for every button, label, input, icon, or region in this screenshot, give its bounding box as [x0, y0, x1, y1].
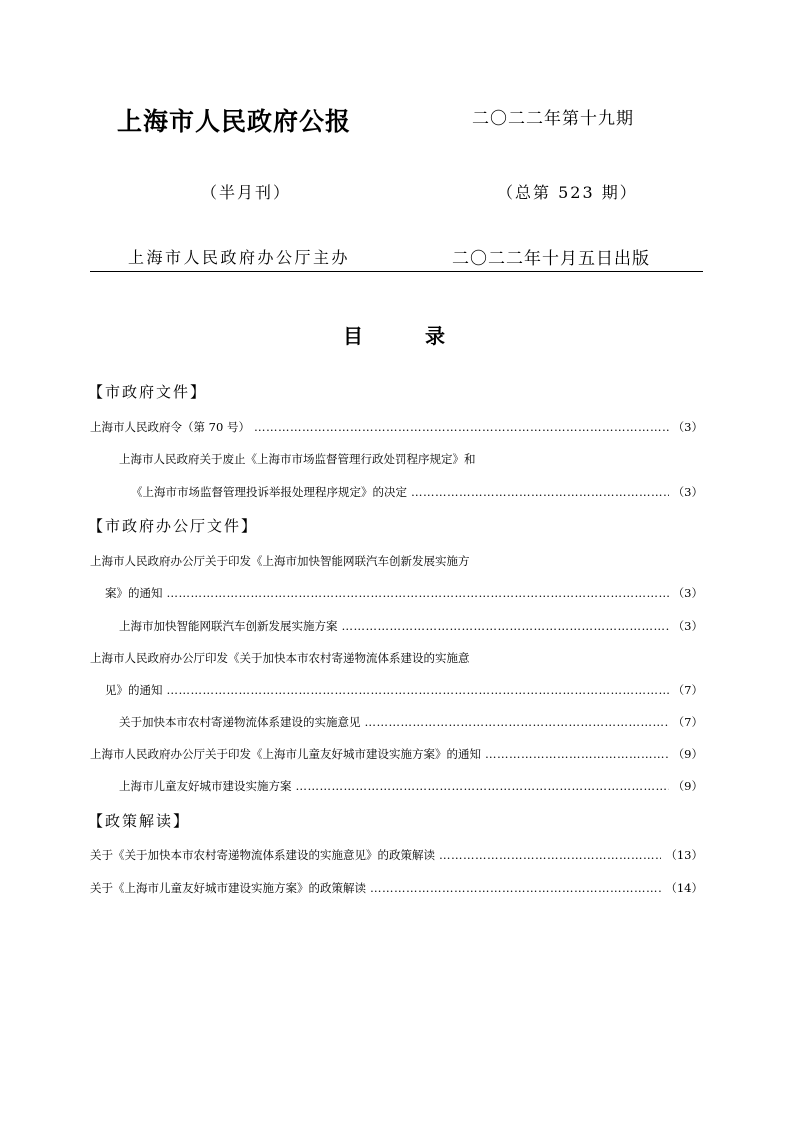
- toc-leader-dots: [342, 619, 669, 633]
- toc-leader-dots: [167, 683, 669, 697]
- toc-leader-dots: [370, 881, 661, 895]
- toc-entry[interactable]: [119, 714, 703, 730]
- toc-entry[interactable]: [119, 618, 703, 634]
- toc-entry-title-line1[interactable]: 上海市人民政府办公厅关于印发《上海市加快智能网联汽车创新发展实施方: [90, 554, 470, 568]
- toc-entry-title-line2: 见》的通知: [105, 683, 163, 697]
- toc-entry-page: （9）: [672, 779, 703, 793]
- publish-date: 二〇二二年十月五日出版: [452, 249, 650, 269]
- toc-entry-page: （7）: [672, 683, 703, 697]
- toc-entry-page: （3）: [672, 619, 703, 633]
- toc-entry-title: 上海市儿童友好城市建设实施方案: [119, 779, 292, 793]
- toc-leader-dots: [167, 586, 669, 600]
- toc-leader-dots: [485, 747, 669, 761]
- toc-entry-title: 上海市人民政府令（第 70 号）: [90, 420, 250, 434]
- toc-entry-page: （13）: [665, 848, 703, 862]
- toc-entry-title-line2: 《上海市市场监督管理投诉举报处理程序规定》的决定: [131, 485, 407, 499]
- toc-title-part2: 录: [425, 324, 445, 348]
- toc-entry[interactable]: [90, 847, 703, 863]
- toc-entry-page: （9）: [672, 747, 703, 761]
- toc-entry-page: （3）: [672, 586, 703, 600]
- toc-entry-title: 上海市加快智能网联汽车创新发展实施方案: [119, 619, 338, 633]
- serial-issue-number: （总第 523 期）: [497, 183, 638, 202]
- issue-number: 二〇二二年第十九期: [472, 109, 634, 129]
- publication-frequency: （半月刊）: [201, 183, 292, 202]
- publication-title: 上海市人民政府公报: [117, 107, 352, 136]
- toc-leader-dots: [365, 715, 669, 729]
- toc-entry-page: （3）: [672, 420, 703, 434]
- toc-entry-title: 关于加快本市农村寄递物流体系建设的实施意见: [119, 715, 361, 729]
- sponsor: 上海市人民政府办公厅主办: [128, 248, 351, 267]
- toc-entry-page: （7）: [672, 715, 703, 729]
- toc-leader-dots: [439, 848, 661, 862]
- toc-entry[interactable]: [131, 484, 703, 500]
- toc-section-heading: 【政策解读】: [88, 812, 191, 830]
- toc-entry-title: 上海市人民政府办公厅关于印发《上海市儿童友好城市建设实施方案》的通知: [90, 747, 481, 761]
- toc-leader-dots: [296, 779, 669, 793]
- toc-section-heading: 【市政府办公厅文件】: [88, 517, 259, 535]
- toc-entry-page: （14）: [665, 881, 703, 895]
- toc-section-heading: 【市政府文件】: [88, 383, 208, 401]
- toc-entry-title: 关于《关于加快本市农村寄递物流体系建设的实施意见》的政策解读: [90, 848, 435, 862]
- toc-entry[interactable]: [105, 585, 703, 601]
- header-divider: [90, 271, 703, 272]
- toc-leader-dots: [411, 485, 669, 499]
- toc-entry[interactable]: [119, 778, 703, 794]
- toc-title-part1: 目: [343, 324, 363, 348]
- toc-entry-title-line2: 案》的通知: [105, 586, 163, 600]
- toc-entry[interactable]: [90, 746, 703, 762]
- toc-leader-dots: [254, 420, 669, 434]
- toc-entry-title-line1[interactable]: 上海市人民政府关于废止《上海市市场监督管理行政处罚程序规定》和: [119, 452, 476, 466]
- toc-entry-page: （3）: [672, 485, 703, 499]
- toc-title: [343, 320, 445, 349]
- toc-entry[interactable]: [105, 682, 703, 698]
- toc-entry-title-line1[interactable]: 上海市人民政府办公厅印发《关于加快本市农村寄递物流体系建设的实施意: [90, 651, 470, 665]
- toc-entry-title: 关于《上海市儿童友好城市建设实施方案》的政策解读: [90, 881, 366, 895]
- toc-entry[interactable]: [90, 880, 703, 896]
- toc-entry[interactable]: [90, 419, 703, 435]
